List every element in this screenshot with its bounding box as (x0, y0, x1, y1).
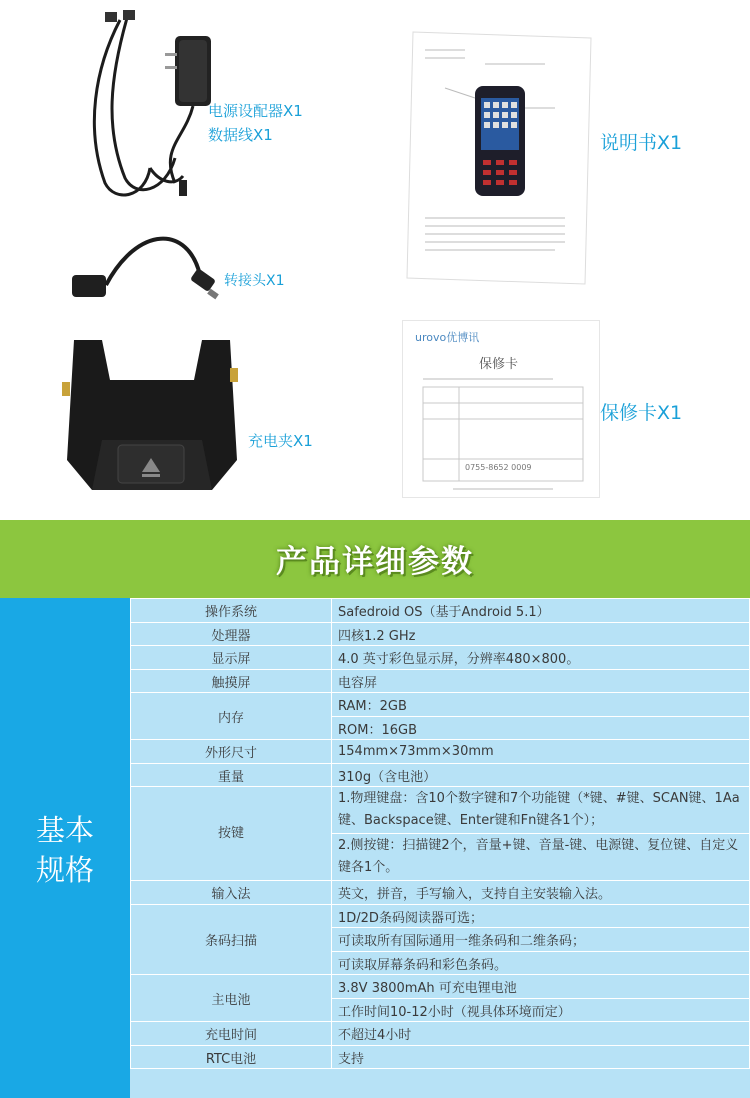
spec-key-os: 操作系统 (131, 599, 332, 623)
spec-value-cpu: 四核1.2 GHz (332, 623, 750, 646)
spec-value-battery-1: 3.8V 3800mAh 可充电锂电池 (332, 975, 750, 999)
spec-key-keys: 按键 (131, 787, 332, 881)
table-row (131, 1022, 750, 1046)
table-row (131, 975, 750, 999)
spec-key-weight: 重量 (131, 764, 332, 787)
table-row (131, 787, 750, 834)
accessories-section (0, 0, 750, 520)
spec-key-charge: 充电时间 (131, 1022, 332, 1046)
spec-value-size: 154mm×73mm×30mm (332, 740, 750, 764)
spec-section (0, 598, 750, 1098)
banner-title: 产品详细参数 (276, 544, 474, 580)
spec-value-keys-physical: 1.物理键盘：含10个数字键和7个功能键（*键、#键、SCAN键、1Aa键、Backspace键、Enter键和Fn键各1个）； (332, 787, 750, 834)
table-row (131, 670, 750, 693)
warranty-card-brand: urovo优博讯 (415, 331, 480, 344)
table-row (131, 623, 750, 646)
table-row (131, 599, 750, 623)
spec-key-memory: 内存 (131, 693, 332, 740)
spec-side-title (0, 810, 130, 890)
power-adapter-cable-image (65, 8, 215, 208)
spec-value-barcode-1: 1D/2D条码阅读器可选； (332, 905, 750, 928)
spec-key-barcode: 条码扫描 (131, 905, 332, 975)
cradle-label: 充电夹X1 (248, 432, 313, 450)
spec-key-battery: 主电池 (131, 975, 332, 1022)
spec-value-weight: 310g（含电池） (332, 764, 750, 787)
spec-key-touch: 触摸屏 (131, 670, 332, 693)
spec-value-keys-side: 2.侧按键：扫描键2个，音量+键、音量-键、电源键、复位键、自定义键各1个。 (332, 834, 750, 881)
spec-table (130, 598, 750, 1069)
table-row (131, 905, 750, 928)
converter-label: 转接头X1 (224, 273, 285, 289)
manual-label: 说明书X1 (600, 132, 683, 154)
table-row (131, 764, 750, 787)
adapter-label: 电源设配器X1 (208, 102, 303, 120)
warranty-card-image (402, 320, 600, 498)
spec-side-title-text: 基本规格 (35, 813, 94, 887)
table-row (131, 1046, 750, 1069)
spec-value-input: 英文，拼音，手写输入，支持自主安装输入法。 (332, 881, 750, 905)
spec-value-memory-ram: RAM：2GB (332, 693, 750, 717)
warranty-label: 保修卡X1 (600, 402, 683, 424)
table-row (131, 646, 750, 670)
spec-value-charge: 不超过4小时 (332, 1022, 750, 1046)
table-row (131, 881, 750, 905)
spec-value-os: Safedroid OS（基于Android 5.1） (332, 599, 750, 623)
spec-key-display: 显示屏 (131, 646, 332, 670)
spec-value-barcode-2: 可读取所有国际通用一维条码和二维条码； (332, 928, 750, 952)
warranty-card-phone: 0755-8652 0009 (465, 463, 532, 472)
spec-value-touch: 电容屏 (332, 670, 750, 693)
charging-cradle-image (62, 340, 242, 500)
cable-label: 数据线X1 (208, 126, 273, 144)
table-row (131, 693, 750, 717)
spec-key-size: 外形尺寸 (131, 740, 332, 764)
spec-value-rtc: 支持 (332, 1046, 750, 1069)
warranty-card-title: 保修卡 (479, 357, 519, 372)
spec-value-battery-2: 工作时间10-12小时（视具体环境而定） (332, 999, 750, 1022)
spec-side-panel (0, 598, 130, 1098)
spec-key-cpu: 处理器 (131, 623, 332, 646)
spec-value-display: 4.0 英寸彩色显示屏，分辨率480×800。 (332, 646, 750, 670)
spec-value-barcode-3: 可读取屏幕条码和彩色条码。 (332, 952, 750, 975)
spec-key-input: 输入法 (131, 881, 332, 905)
manual-image (405, 28, 595, 290)
table-row (131, 740, 750, 764)
section-banner (0, 520, 750, 598)
converter-image (68, 235, 228, 315)
spec-key-rtc: RTC电池 (131, 1046, 332, 1069)
spec-value-memory-rom: ROM：16GB (332, 717, 750, 740)
